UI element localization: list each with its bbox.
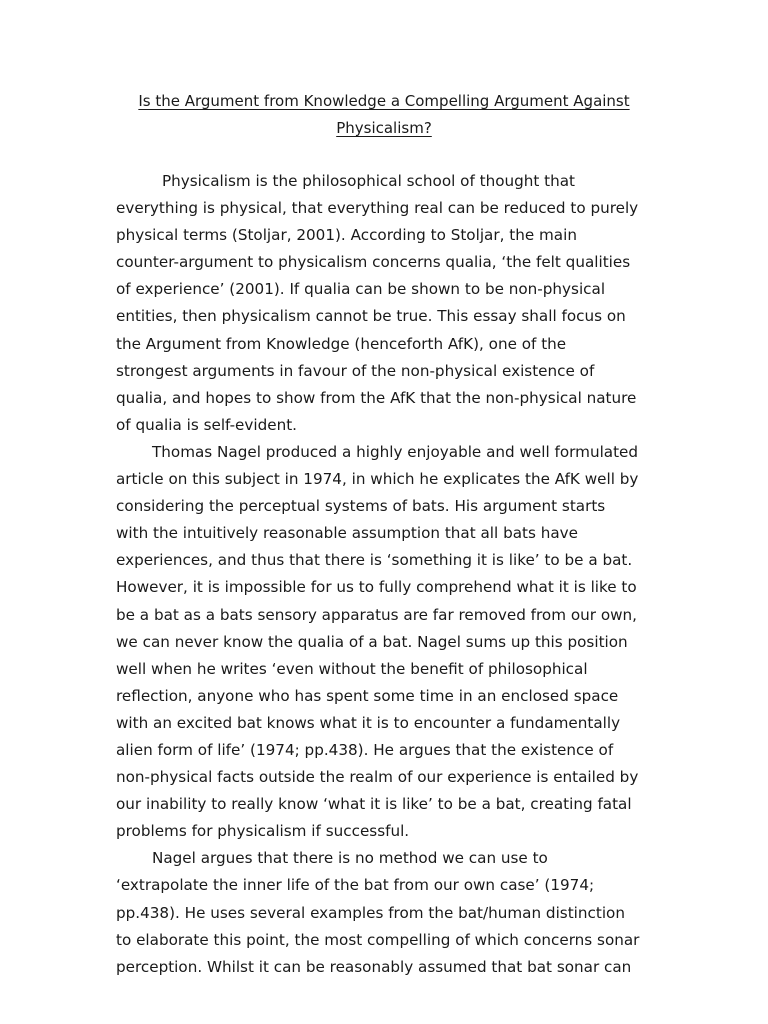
body-line: with an excited bat knows what it is to encounter a fundamentally [116,713,621,732]
title-line-2: Physicalism? [336,119,432,137]
body-line: we can never know the qualia of a bat. Nagel sums up this position [116,632,628,651]
body-line: entities, then physicalism cannot be true. This essay shall focus on [116,307,626,326]
body-line-paragraph-1-start: Physicalism is the philosophical school of thought that [162,172,576,190]
body-line: counter-argument to physicalism concerns qualia, ‘the felt qualities [116,253,631,272]
body-line-paragraph-2-start: Thomas Nagel produced a highly enjoyable and well formulated [152,442,639,461]
document-body [116,168,656,981]
body-line: qualia, and hopes to show from the AfK that the non-physical nature [116,388,637,407]
body-line: ‘extrapolate the inner life of the bat from our own case’ (1974; [116,876,595,895]
title-line-1: Is the Argument from Knowledge a Compelling Argument Against [138,92,630,110]
body-line: problems for physicalism if successful. [116,822,410,841]
body-line: to elaborate this point, the most compelling of which concerns sonar [116,930,640,949]
body-line: alien form of life’ (1974; pp.438). He argues that the existence of [116,740,614,759]
body-line: article on this subject in 1974, in which he explicates the AfK well by [116,470,639,489]
body-line: considering the perceptual systems of bats. His argument starts [116,497,606,516]
body-line: strongest arguments in favour of the non-physical existence of [116,361,595,380]
body-line: be a bat as a bats sensory apparatus are far removed from our own, [116,605,637,624]
body-line: non-physical facts outside the realm of our experience is entailed by [116,768,639,787]
body-line: of qualia is self-evident. [116,415,297,434]
body-line: of experience’ (2001). If qualia can be shown to be non-physical [116,280,606,299]
body-line: experiences, and thus that there is ‘something it is like’ to be a bat. [116,551,633,570]
body-line: reflection, anyone who has spent some time in an enclosed space [116,686,619,705]
body-line: our inability to really know ‘what it is like’ to be a bat, creating fatal [116,795,632,814]
body-line-paragraph-3-start: Nagel argues that there is no method we can use to [152,849,548,868]
body-line: with the intuitively reasonable assumption that all bats have [116,524,578,543]
body-line: pp.438). He uses several examples from the bat/human distinction [116,903,625,922]
body-line: well when he writes ‘even without the benefit of philosophical [116,659,588,678]
body-line: perception. Whilst it can be reasonably assumed that bat sonar can [116,957,632,976]
body-line: everything is physical, that everything real can be reduced to purely [116,199,639,218]
document-title [0,88,768,142]
body-line: the Argument from Knowledge (henceforth AfK), one of the [116,334,567,353]
body-line: physical terms (Stoljar, 2001). According to Stoljar, the main [116,226,577,245]
body-line: However, it is impossible for us to fully comprehend what it is like to [116,578,637,597]
